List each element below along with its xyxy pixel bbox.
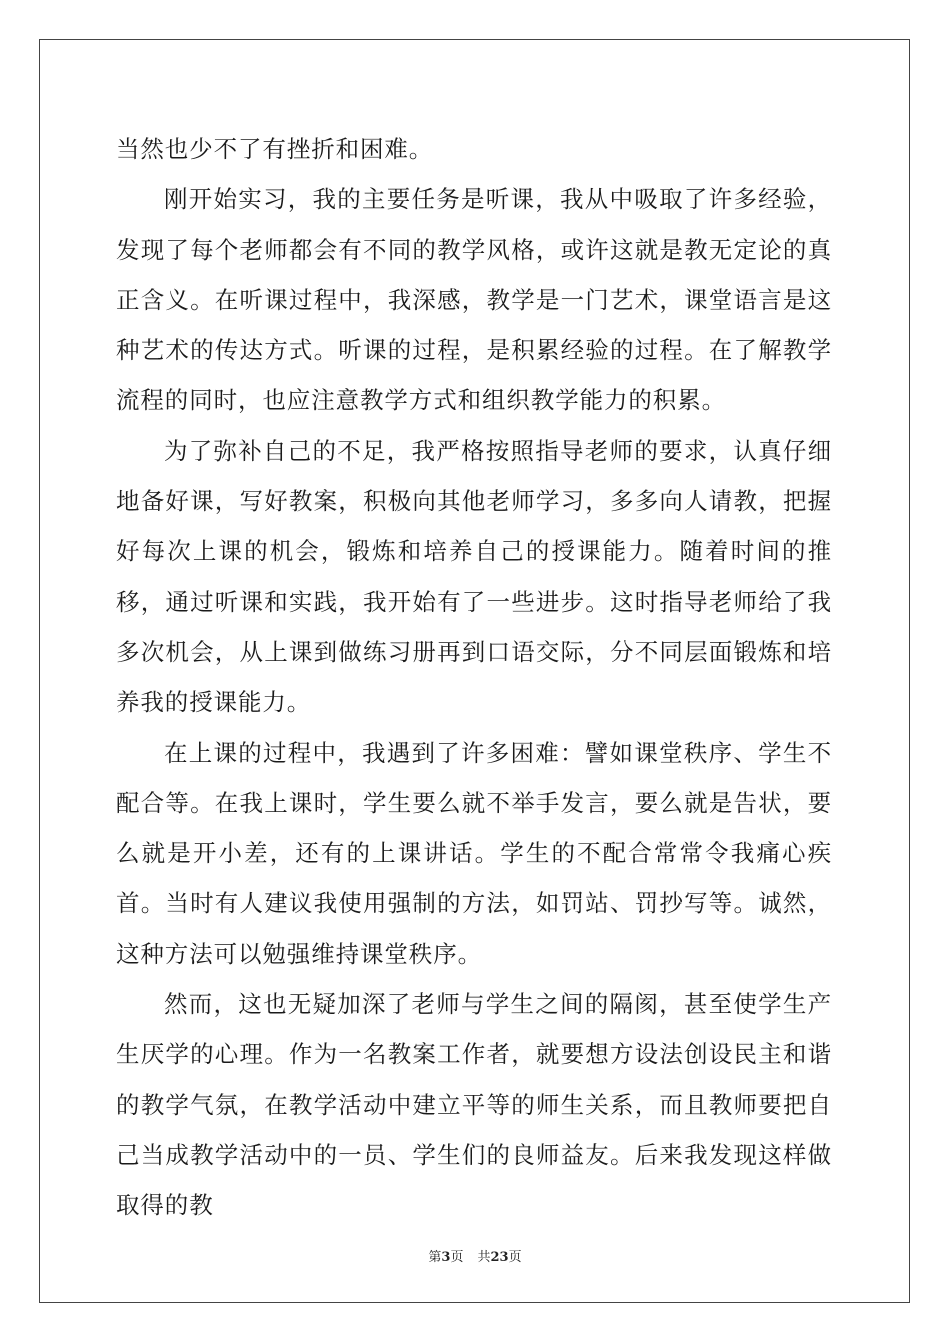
current-page-number: 3 bbox=[441, 1250, 451, 1265]
paragraph-3: 为了弥补自己的不足，我严格按照指导老师的要求，认真仔细地备好课，写好教案，积极向其他老师学习，多多向人请教，把握好每次上课的机会，锻炼和培养自己的授课能力。随着时间的推移，通过听课和实践，我开始有了一些进步。这时指导老师给了我多次机会，从上课到做练习册再到口语交际，分不同层面锻炼和培养我的授课能力。 bbox=[116, 436, 832, 717]
page-footer bbox=[0, 1246, 950, 1265]
page-suffix: 页 bbox=[450, 1250, 464, 1265]
paragraph-4: 在上课的过程中，我遇到了许多困难：譬如课堂秩序、学生不配合等。在我上课时，学生要么就不举手发言，要么就是告状，要么就是开小差，还有的上课讲话。学生的不配合常常令我痛心疾首。当时有人建议我使用强制的方法，如罚站、罚抄写等。诚然，这种方法可以勉强维持课堂秩序。 bbox=[116, 738, 832, 968]
total-prefix: 共 bbox=[477, 1250, 491, 1265]
document-body bbox=[116, 124, 832, 1231]
page-prefix: 第 bbox=[428, 1250, 442, 1265]
paragraph-1: 当然也少不了有挫折和困难。 bbox=[116, 135, 434, 163]
total-page-count: 23 bbox=[490, 1250, 509, 1265]
total-suffix: 页 bbox=[508, 1250, 522, 1265]
paragraph-2: 刚开始实习，我的主要任务是听课，我从中吸取了许多经验，发现了每个老师都会有不同的教学风格，或许这就是教无定论的真正含义。在听课过程中，我深感，教学是一门艺术，课堂语言是这种艺术的传达方式。听课的过程，是积累经验的过程。在了解教学流程的同时，也应注意教学方式和组织教学能力的积累。 bbox=[116, 185, 832, 415]
paragraph-5: 然而，这也无疑加深了老师与学生之间的隔阂，甚至使学生产生厌学的心理。作为一名教案工作者，就要想方设法创设民主和谐的教学气氛，在教学活动中建立平等的师生关系，而且教师要把自己当成教学活动中的一员、学生们的良师益友。后来我发现这样做取得的教 bbox=[116, 990, 832, 1220]
